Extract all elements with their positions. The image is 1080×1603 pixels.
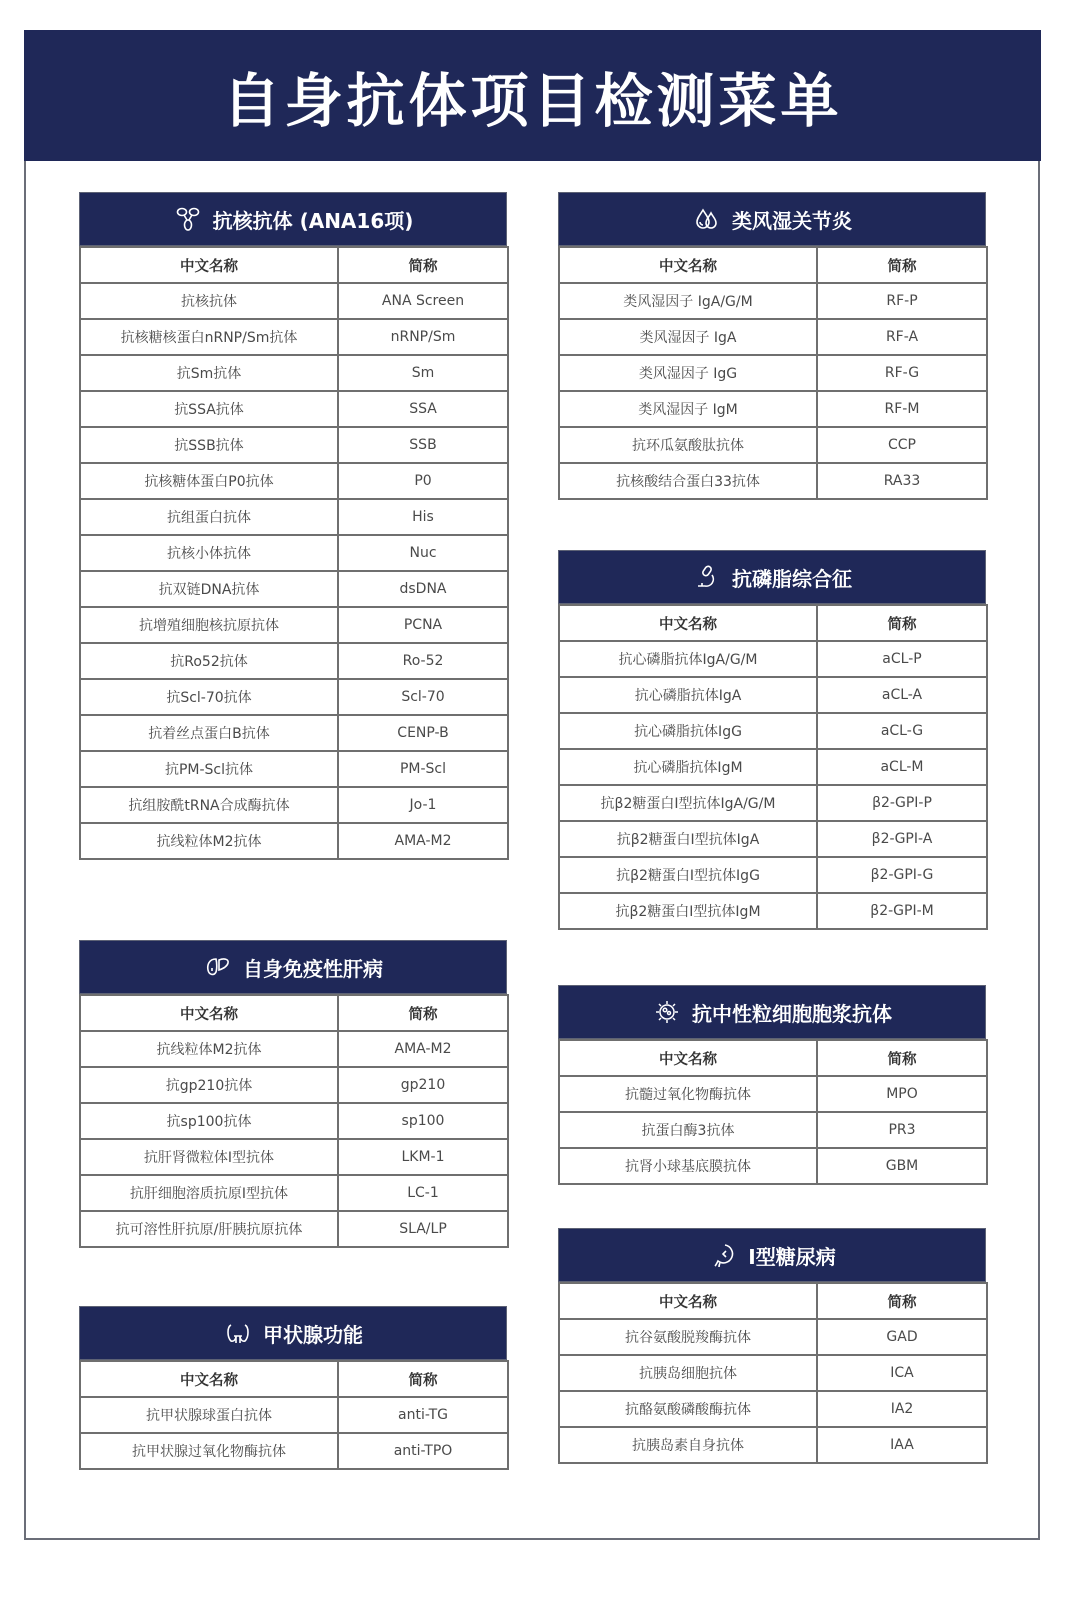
cell-abbr: aCL-P: [817, 641, 987, 677]
cell-name: 抗Sm抗体: [80, 355, 338, 391]
cell-name: 类风湿因子 IgM: [559, 391, 817, 427]
cell-name: 抗β2糖蛋白Ⅰ型抗体IgG: [559, 857, 817, 893]
cell-name: 抗双链DNA抗体: [80, 571, 338, 607]
cell-abbr: CCP: [817, 427, 987, 463]
section-liver: [79, 940, 507, 1248]
table-row: [559, 1076, 987, 1112]
table-header-row: [559, 1040, 987, 1076]
cell-name: 抗髓过氧化物酶抗体: [559, 1076, 817, 1112]
section-anca: [558, 985, 986, 1185]
table-row: [559, 1148, 987, 1184]
table-row: [80, 751, 508, 787]
cell-name: 抗心磷脂抗体IgA: [559, 677, 817, 713]
column-header-abbr: 简称: [817, 1283, 987, 1319]
cell-name: 抗环瓜氨酸肽抗体: [559, 427, 817, 463]
table-header-row: [80, 1361, 508, 1397]
table-row: [559, 713, 987, 749]
cell-abbr: RF-P: [817, 283, 987, 319]
cell-name: 抗SSA抗体: [80, 391, 338, 427]
column-header-abbr: 简称: [817, 605, 987, 641]
section-thyroid: [79, 1306, 507, 1470]
cell-name: 抗增殖细胞核抗原抗体: [80, 607, 338, 643]
table-row: [559, 355, 987, 391]
cell-abbr: LC-1: [338, 1175, 508, 1211]
table-row: [559, 1355, 987, 1391]
section-title: 类风湿关节炎: [732, 208, 852, 233]
table-row: [559, 1319, 987, 1355]
cell-cluster-icon: [173, 204, 203, 234]
section-ana: [79, 192, 507, 860]
section-title: 抗核抗体 (ANA16项): [212, 208, 414, 233]
column-header-name: 中文名称: [559, 247, 817, 283]
cell-name: 抗蛋白酶3抗体: [559, 1112, 817, 1148]
cell-abbr: AMA-M2: [338, 823, 508, 859]
cell-name: 抗酪氨酸磷酸酶抗体: [559, 1391, 817, 1427]
table-row: [559, 749, 987, 785]
column-header-name: 中文名称: [559, 1283, 817, 1319]
table-row: [80, 1103, 508, 1139]
cell-abbr: His: [338, 499, 508, 535]
cell-name: 抗sp100抗体: [80, 1103, 338, 1139]
table-row: [559, 283, 987, 319]
section-title: Ⅰ型糖尿病: [748, 1244, 836, 1269]
section-aps: [558, 550, 986, 930]
cell-name: 抗gp210抗体: [80, 1067, 338, 1103]
table-row: [559, 893, 987, 929]
section-header: [558, 985, 986, 1039]
column-header-abbr: 简称: [817, 247, 987, 283]
table-row: [559, 785, 987, 821]
cell-abbr: MPO: [817, 1076, 987, 1112]
cell-name: 类风湿因子 IgG: [559, 355, 817, 391]
thyroid-icon: [223, 1318, 253, 1348]
cell-abbr: RF-A: [817, 319, 987, 355]
column-header-abbr: 简称: [338, 247, 508, 283]
column-header-abbr: 简称: [338, 995, 508, 1031]
cell-name: 抗可溶性肝抗原/肝胰抗原抗体: [80, 1211, 338, 1247]
table-row: [80, 463, 508, 499]
cell-abbr: aCL-A: [817, 677, 987, 713]
cell-abbr: IAA: [817, 1427, 987, 1463]
cell-name: 抗组胺酰tRNA合成酶抗体: [80, 787, 338, 823]
cell-abbr: β2-GPⅠ-A: [817, 821, 987, 857]
thyroid-table: [79, 1360, 509, 1470]
table-row: [559, 1391, 987, 1427]
table-row: [559, 391, 987, 427]
cell-name: 抗核糖体蛋白P0抗体: [80, 463, 338, 499]
cell-abbr: PCNA: [338, 607, 508, 643]
cell-abbr: aCL-M: [817, 749, 987, 785]
table-row: [559, 1112, 987, 1148]
cell-abbr: anti-TPO: [338, 1433, 508, 1469]
section-t1d: [558, 1228, 986, 1464]
table-row: [80, 1031, 508, 1067]
cell-name: 抗胰岛素自身抗体: [559, 1427, 817, 1463]
cell-abbr: SSA: [338, 391, 508, 427]
table-header-row: [559, 247, 987, 283]
cell-name: 类风湿因子 IgA/G/M: [559, 283, 817, 319]
cell-abbr: Ro-52: [338, 643, 508, 679]
cell-name: 抗甲状腺过氧化物酶抗体: [80, 1433, 338, 1469]
table-row: [559, 463, 987, 499]
cell-abbr: AMA-M2: [338, 1031, 508, 1067]
table-header-row: [80, 995, 508, 1031]
cell-abbr: P0: [338, 463, 508, 499]
column-header-name: 中文名称: [80, 247, 338, 283]
section-header: [558, 1228, 986, 1282]
table-row: [80, 1397, 508, 1433]
table-row: [559, 677, 987, 713]
cell-name: 类风湿因子 IgA: [559, 319, 817, 355]
cell-name: 抗线粒体M2抗体: [80, 1031, 338, 1067]
page-title: 自身抗体项目检测菜单: [222, 66, 843, 135]
table-row: [80, 823, 508, 859]
cell-name: 抗核抗体: [80, 283, 338, 319]
table-row: [80, 571, 508, 607]
title-banner: [24, 30, 1041, 161]
cell-name: 抗β2糖蛋白Ⅰ型抗体IgA: [559, 821, 817, 857]
ra-table: [558, 246, 988, 500]
cell-abbr: SSB: [338, 427, 508, 463]
column-header-abbr: 简称: [817, 1040, 987, 1076]
cell-name: 抗心磷脂抗体IgM: [559, 749, 817, 785]
cell-abbr: Scl-70: [338, 679, 508, 715]
cell-abbr: IA2: [817, 1391, 987, 1427]
section-header: [558, 550, 986, 604]
table-row: [80, 283, 508, 319]
aps-table: [558, 604, 988, 930]
table-row: [80, 1139, 508, 1175]
anca-table: [558, 1039, 988, 1185]
section-ra: [558, 192, 986, 500]
cell-abbr: CENP-B: [338, 715, 508, 751]
t1d-table: [558, 1282, 988, 1464]
table-row: [559, 857, 987, 893]
cell-abbr: Jo-1: [338, 787, 508, 823]
table-row: [80, 391, 508, 427]
cell-abbr: sp100: [338, 1103, 508, 1139]
cell-abbr: β2-GPⅠ-M: [817, 893, 987, 929]
cell-abbr: aCL-G: [817, 713, 987, 749]
section-header: [558, 192, 986, 246]
cell-abbr: ANA Screen: [338, 283, 508, 319]
table-row: [559, 821, 987, 857]
cell-name: 抗甲状腺球蛋白抗体: [80, 1397, 338, 1433]
cell-name: 抗肝细胞溶质抗原I型抗体: [80, 1175, 338, 1211]
table-row: [80, 715, 508, 751]
table-row: [80, 319, 508, 355]
cell-abbr: β2-GPⅠ-G: [817, 857, 987, 893]
cell-abbr: β2-GPⅠ-P: [817, 785, 987, 821]
cell-name: 抗核小体抗体: [80, 535, 338, 571]
section-header: [79, 192, 507, 246]
cell-abbr: GAD: [817, 1319, 987, 1355]
liver-icon: [203, 952, 233, 982]
cell-name: 抗PM-Scl抗体: [80, 751, 338, 787]
table-row: [559, 427, 987, 463]
cell-abbr: GBM: [817, 1148, 987, 1184]
cell-name: 抗心磷脂抗体IgG: [559, 713, 817, 749]
table-row: [80, 427, 508, 463]
table-row: [80, 1433, 508, 1469]
cell-name: 抗SSB抗体: [80, 427, 338, 463]
cell-abbr: LKM-1: [338, 1139, 508, 1175]
cell-abbr: PM-Scl: [338, 751, 508, 787]
table-row: [80, 607, 508, 643]
cell-name: 抗Ro52抗体: [80, 643, 338, 679]
table-row: [80, 1067, 508, 1103]
cell-abbr: gp210: [338, 1067, 508, 1103]
section-title: 甲状腺功能: [263, 1322, 363, 1347]
table-row: [80, 787, 508, 823]
table-row: [559, 319, 987, 355]
cell-name: 抗Scl-70抗体: [80, 679, 338, 715]
section-title: 自身免疫性肝病: [243, 956, 383, 981]
section-title: 抗中性粒细胞胞浆抗体: [692, 1001, 892, 1026]
table-row: [80, 643, 508, 679]
table-row: [80, 1175, 508, 1211]
cell-name: 抗核酸结合蛋白33抗体: [559, 463, 817, 499]
microscope-icon: [692, 562, 722, 592]
virus-cell-icon: [652, 997, 682, 1027]
cell-abbr: anti-TG: [338, 1397, 508, 1433]
column-header-name: 中文名称: [80, 1361, 338, 1397]
column-header-name: 中文名称: [559, 605, 817, 641]
cell-name: 抗着丝点蛋白B抗体: [80, 715, 338, 751]
cell-abbr: RF-M: [817, 391, 987, 427]
section-title: 抗磷脂综合征: [732, 566, 852, 591]
cell-name: 抗肾小球基底膜抗体: [559, 1148, 817, 1184]
table-row: [80, 355, 508, 391]
cell-abbr: dsDNA: [338, 571, 508, 607]
cell-name: 抗胰岛细胞抗体: [559, 1355, 817, 1391]
table-header-row: [80, 247, 508, 283]
cell-abbr: ICA: [817, 1355, 987, 1391]
cell-abbr: Nuc: [338, 535, 508, 571]
cell-name: 抗肝肾微粒体I型抗体: [80, 1139, 338, 1175]
table-header-row: [559, 605, 987, 641]
section-header: [79, 940, 507, 994]
liver-table: [79, 994, 509, 1248]
cell-abbr: SLA/LP: [338, 1211, 508, 1247]
pancreas-icon: [708, 1240, 738, 1270]
cell-name: 抗线粒体M2抗体: [80, 823, 338, 859]
cell-name: 抗β2糖蛋白Ⅰ型抗体IgM: [559, 893, 817, 929]
table-row: [80, 499, 508, 535]
cell-name: 抗谷氨酸脱羧酶抗体: [559, 1319, 817, 1355]
table-row: [80, 535, 508, 571]
table-row: [559, 1427, 987, 1463]
cell-name: 抗核糖核蛋白nRNP/Sm抗体: [80, 319, 338, 355]
table-row: [80, 679, 508, 715]
ana-table: [79, 246, 509, 860]
cell-abbr: nRNP/Sm: [338, 319, 508, 355]
table-row: [80, 1211, 508, 1247]
cell-name: 抗β2糖蛋白Ⅰ型抗体IgA/G/M: [559, 785, 817, 821]
cell-abbr: RF-G: [817, 355, 987, 391]
cell-abbr: RA33: [817, 463, 987, 499]
droplets-icon: [692, 204, 722, 234]
table-row: [559, 641, 987, 677]
cell-name: 抗组蛋白抗体: [80, 499, 338, 535]
cell-abbr: PR3: [817, 1112, 987, 1148]
cell-abbr: Sm: [338, 355, 508, 391]
table-header-row: [559, 1283, 987, 1319]
column-header-name: 中文名称: [559, 1040, 817, 1076]
cell-name: 抗心磷脂抗体IgA/G/M: [559, 641, 817, 677]
column-header-name: 中文名称: [80, 995, 338, 1031]
section-header: [79, 1306, 507, 1360]
column-header-abbr: 简称: [338, 1361, 508, 1397]
